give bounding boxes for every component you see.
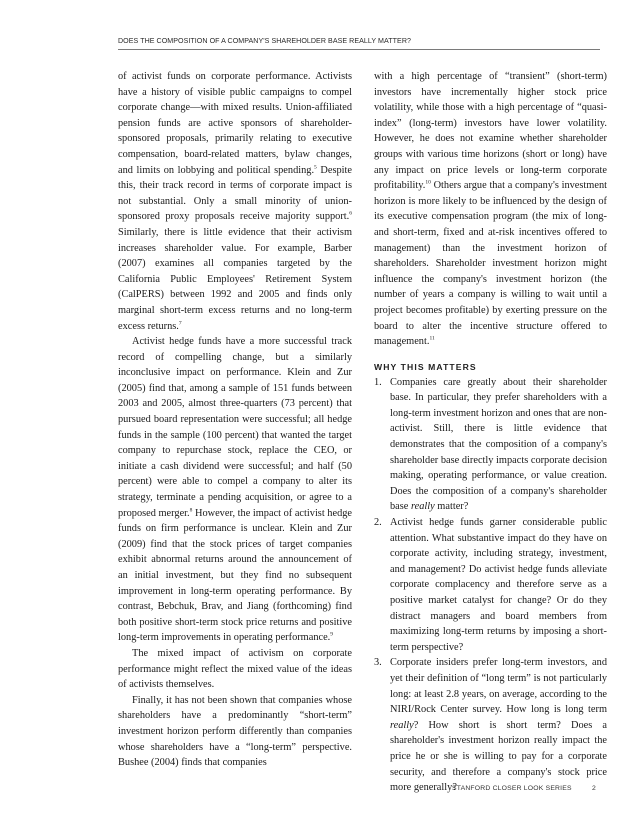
page-number: 2 xyxy=(592,785,596,792)
footnote-ref-5[interactable]: 5 xyxy=(314,164,317,171)
text-run: with a high percentage of “transient” (short-term) investors have incrementally higher stock price volatility, while those with a high percentage of “quasi-index” (long-term) investors have lower volatility. However, he does not examine whether shareholder groups with various time horizons (short or long) have any impact on price levels or long-term corporate profitability. xyxy=(374,71,607,192)
text-run: ? How short is short term? Does a shareholder's investment horizon really impact the price he or she is willing to pay for a corporate security, and therefore a company's stock price more generally? xyxy=(390,719,607,794)
text-run: Similarly, there is little evidence that their activism increases shareholder value. For example, Barber (2007) examines all companies targeted by the California Public Employees' Retirement System (CalPERS) between 1992 and 2005 and finds only marginal short-term excess returns and no long-term excess returns. xyxy=(118,226,352,332)
left-column xyxy=(118,69,352,771)
list-item xyxy=(374,515,607,655)
emphasis-text: really xyxy=(410,501,435,513)
left-paragraph-3: The mixed impact of activism on corporate performance might reflect the mixed value of the ideas of activists themselves. xyxy=(118,647,352,691)
text-run: Others argue that a company's investment horizon is more likely to be influenced by the design of its executive compensation program (the mix of long- and short-term, fixed and at-risk incentives offered to management) than the investment horizon of shareholders. Shareholder investment horizon might influence the company's investment horizon (the number of years a company is willing to wait until a project becomes profitable) by exerting pressure on the board to alter the incentive structure offered to management. xyxy=(374,180,607,348)
list-item xyxy=(374,655,607,795)
left-paragraph-2 xyxy=(118,334,352,646)
footnote-ref-11[interactable]: 11 xyxy=(429,335,435,342)
left-paragraph-4: Finally, it has not been shown that companies whose shareholders have a predominantly “short-term” investment horizon perform differently than companies whose shareholders have a “long-term” perspective. Bushee (2004) finds that companies xyxy=(118,694,352,769)
text-run: However, the impact of activist hedge funds on firm performance is unclear. Klein and Zur (2009) find that the stock prices of target companies exhibit abnormal returns around the announcement of an initial investment, but they find no subsequent improvement in long-term operating performance. By contrast, Bebchuk, Brav, and Jiang (forthcoming) find both positive short-term stock price returns and positive long-term improvements in operating performance. xyxy=(118,507,353,644)
text-run: Corporate insiders prefer long-term investors, and yet their definition of “long term” is not particularly long: at least 2.8 years, on average, according to the NIRI/Rock Center survey. How long is long term xyxy=(390,657,607,716)
text-run: matter? xyxy=(434,501,469,513)
list-number: 3. xyxy=(374,657,382,669)
section-heading-why-this-matters: WHY THIS MATTERS xyxy=(374,361,477,372)
footer-series-title: STANFORD CLOSER LOOK SERIES xyxy=(452,785,572,792)
why-this-matters-list xyxy=(374,375,607,796)
right-column xyxy=(374,69,607,796)
running-header: DOES THE COMPOSITION OF A COMPANY'S SHAREHOLDER BASE REALLY MATTER? xyxy=(118,37,411,45)
list-number: 1. xyxy=(374,376,382,388)
text-run: Activist hedge funds have a more successful track record of compelling change, but a similarly inconclusive impact on performance. Klein and Zur (2005) find that, among a sample of 151 funds between 2003 and 2005, almost three-quarters (73 percent) that pursued board representation were successful; all hedge funds in the sample (100 percent) that wanted the target company to repurchase stock, replace the CEO, or initiate a cash dividend were successful; and half (50 percent) were able to compel a company to alter its strategy, terminate a pending acquisition, or agree to a proposed merger. xyxy=(118,336,352,519)
footnote-ref-6[interactable]: 6 xyxy=(349,210,352,217)
list-item xyxy=(374,375,607,515)
text-run: Companies care greatly about their shareholder base. In particular, they prefer shareholders with a long-term investment horizon and ones that are non-activist. Still, there is little evidence that demonstrates that the composition of a company's shareholder base directly impacts corporate decision making, operating performance, or value creation. Does the composition of a company's shareholder base xyxy=(390,376,607,513)
emphasis-text: really xyxy=(390,719,414,731)
list-number: 2. xyxy=(374,517,382,529)
text-run: of activist funds on corporate performance. Activists have a history of visible public campaigns to compel corporate change—with mixed results. Union-affiliated pension funds are active sponsors of shareholder-sponsored proposals, primarily relating to executive compensation, board-related matters, bylaw changes, and limits on lobbying and political spending. xyxy=(118,71,352,176)
text-run: Activist hedge funds garner considerable public attention. What substantive impact do they have on corporate activity, including strategy, investment, and management? Do activist hedge funds alleviate corporate complacency and therefore serve as a positive market catalyst for change? Or do they distract managers and board members from maximizing long-term returns by imposing a short-term perspective? xyxy=(390,517,607,653)
footnote-ref-10[interactable]: 10 xyxy=(425,179,431,186)
footnote-ref-7[interactable]: 7 xyxy=(178,320,182,327)
header-divider xyxy=(118,49,600,50)
footnote-ref-8[interactable]: 8 xyxy=(189,507,193,514)
left-paragraph-1 xyxy=(118,69,352,334)
right-paragraph-1 xyxy=(374,69,607,350)
footnote-ref-9[interactable]: 9 xyxy=(330,631,334,638)
text-run: Despite this, their track record in terms of corporate impact is not substantial. Only a small minority of union-sponsored proxy proposals receive majority support. xyxy=(118,164,353,223)
